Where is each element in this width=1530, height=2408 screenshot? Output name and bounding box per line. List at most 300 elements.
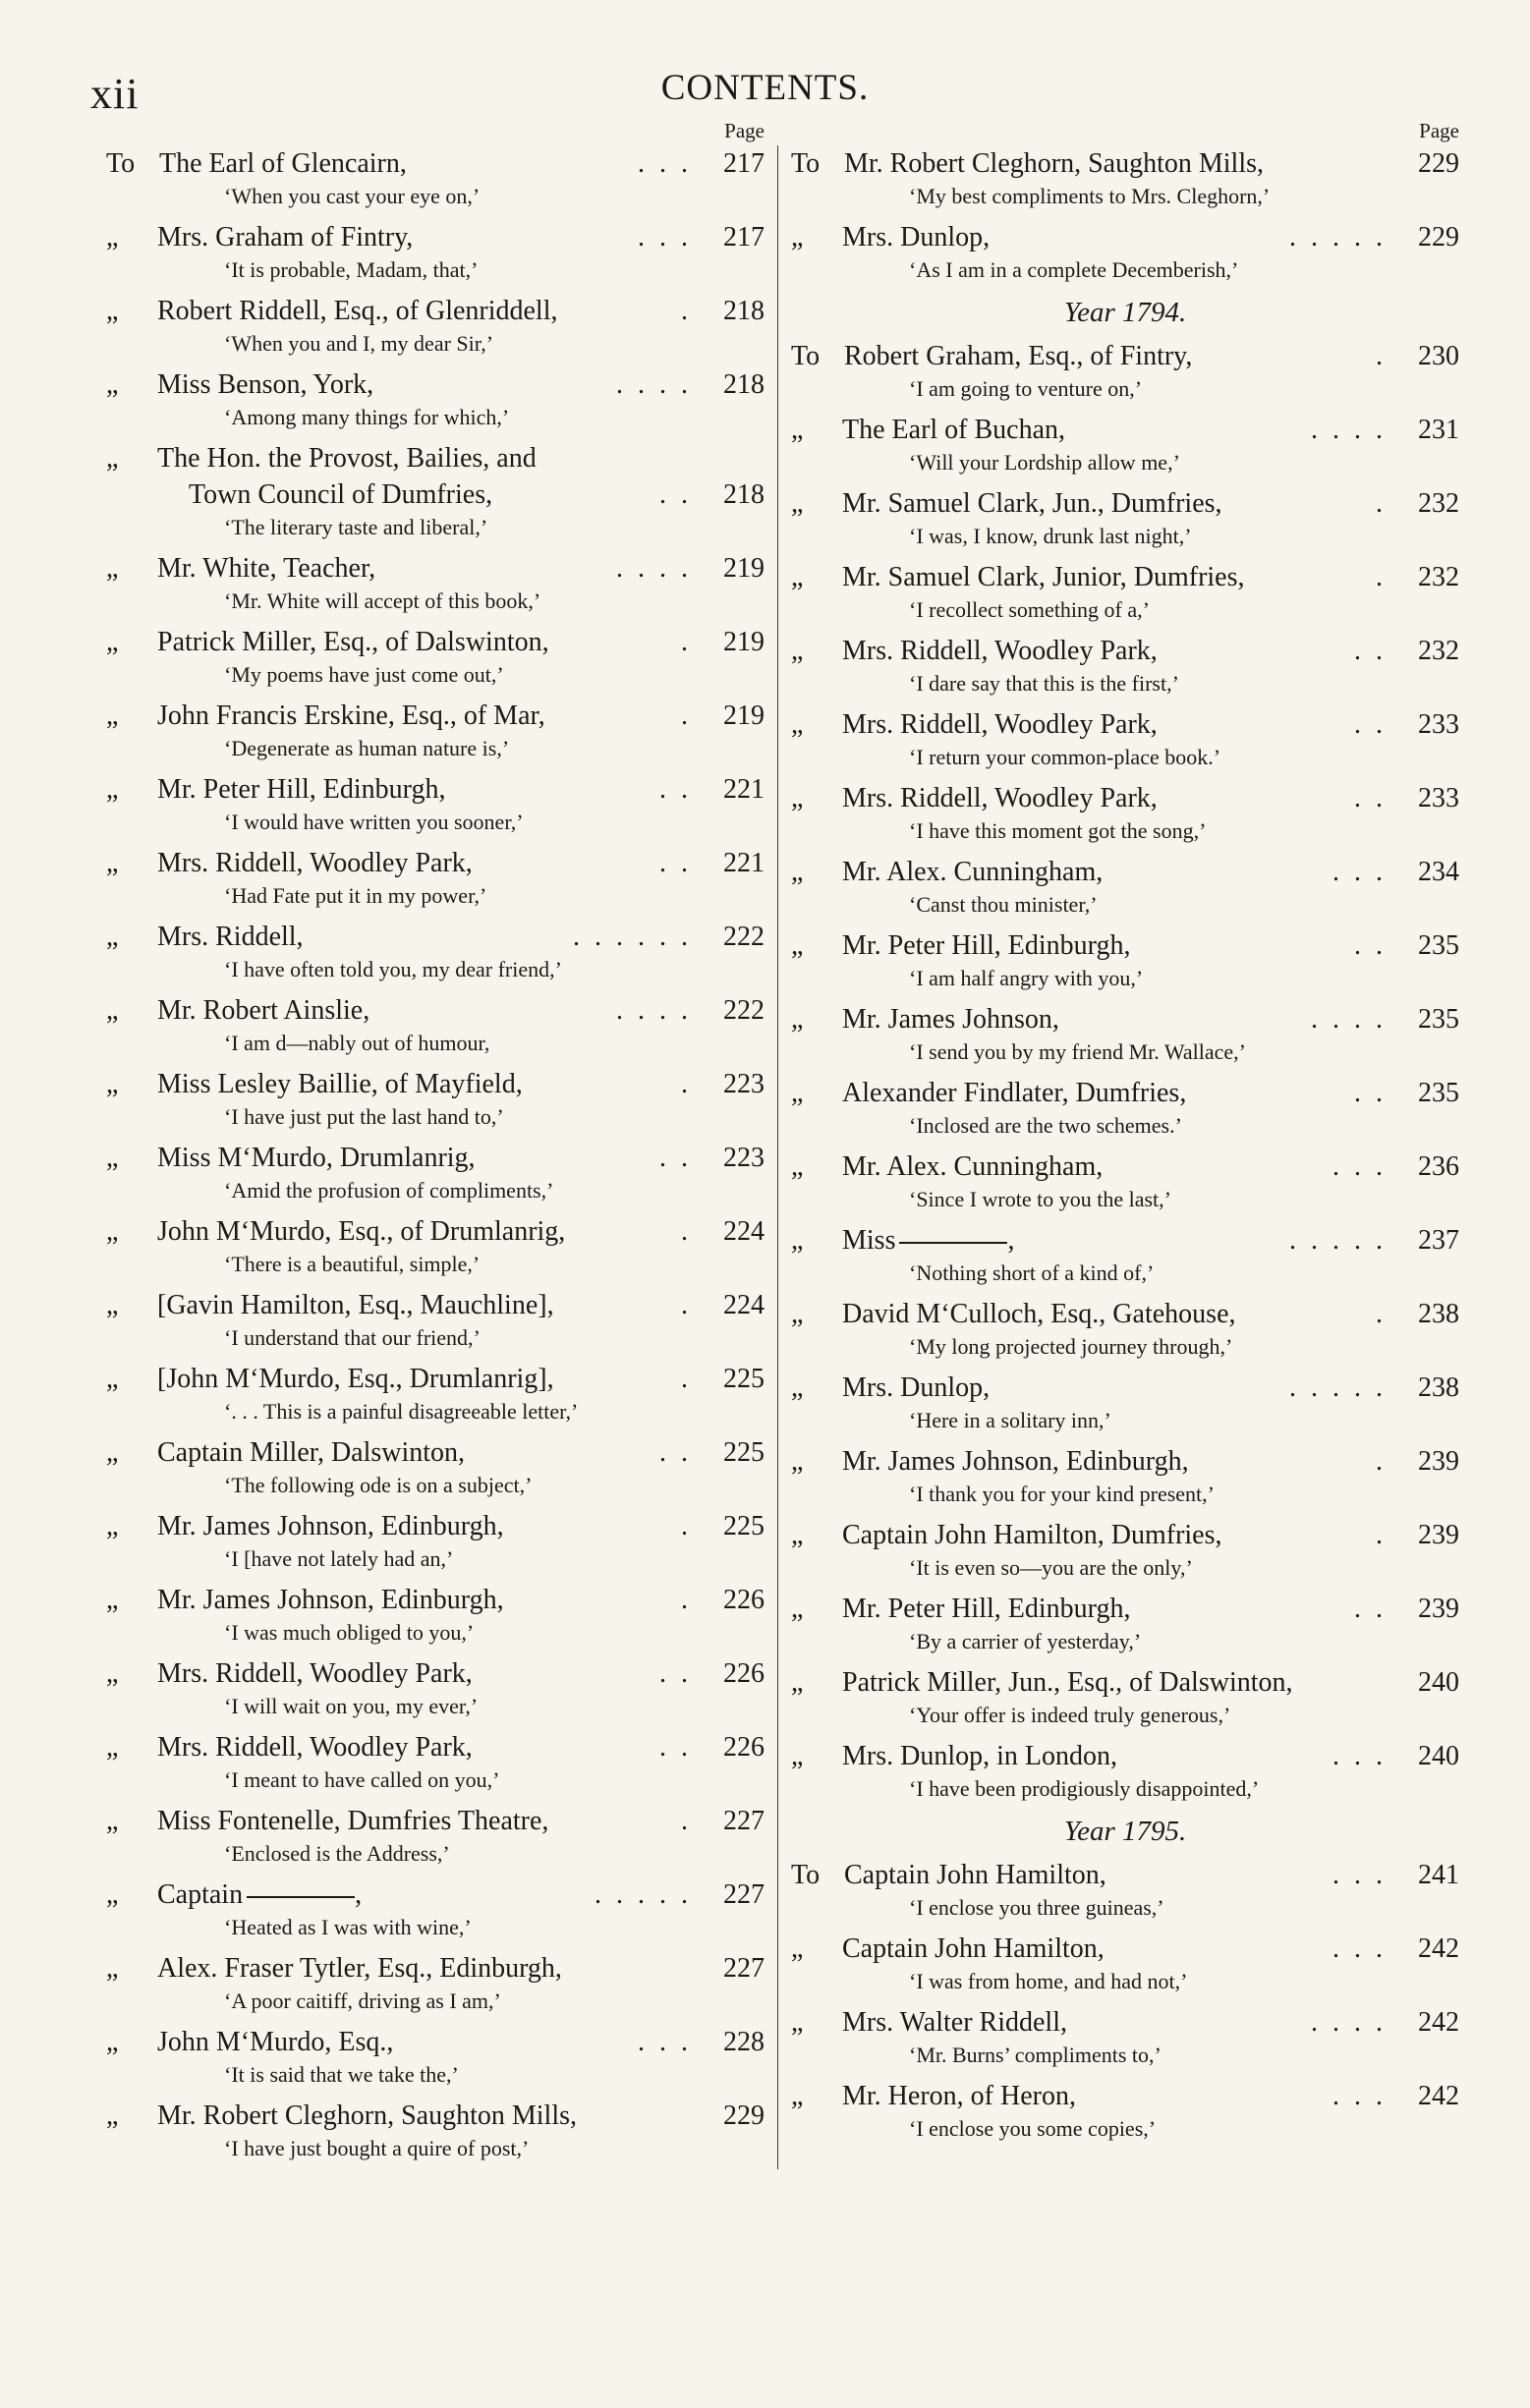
toc-entry [791,1443,1459,1507]
page-ref: 229 [1418,148,1459,179]
entry-prefix: „ [791,1446,804,1477]
addressee [157,1655,653,1692]
addressee [842,485,1370,522]
letter-incipit: ‘I meant to have called on you,’ [224,1767,500,1792]
letter-incipit: ‘There is a beautiful, simple,’ [224,1252,481,1276]
addressee [842,1443,1370,1480]
toc-entry-line [791,1738,1459,1774]
addressee [842,780,1348,816]
addressee [844,145,1392,182]
addressee-continued: Town Council of Dumfries, [189,479,493,510]
dot-leader: . . [659,479,692,510]
addressee-text: Mrs. Riddell, Woodley Park, [157,848,473,878]
entry-prefix: „ [791,857,804,887]
addressee-text: John Francis Erskine, Esq., of Mar, [157,700,545,731]
year-heading-1795: Year 1795. [1063,1816,1187,1847]
dot-leader: . . . . [616,369,692,400]
entry-prefix: „ [106,1658,119,1689]
toc-entry [106,1213,765,1277]
addressee-text: Mr. Robert Cleghorn, Saughton Mills, [157,2100,577,2131]
letter-incipit: ‘I return your common-place book.’ [909,745,1221,769]
addressee-text: Captain Miller, Dalswinton, [157,1437,466,1468]
toc-entry [106,1434,765,1498]
addressee-text: Mr. Peter Hill, Edinburgh, [842,1594,1131,1624]
page-ref: 225 [723,1511,765,1541]
column-divider [777,145,778,2169]
addressee-text: Alexander Findlater, Dumfries, [842,1078,1187,1108]
toc-entry [106,1803,765,1867]
toc-entry [791,2078,1459,2142]
addressee-text: Mr. James Johnson, Edinburgh, [157,1585,504,1615]
addressee [157,1803,675,1839]
letter-incipit: ‘I am d—nably out of humour, [224,1031,490,1055]
letter-incipit: ‘I would have written you sooner,’ [224,810,524,834]
letter-incipit: ‘When you cast your eye on,’ [224,184,481,208]
page-ref: 227 [723,1953,765,1984]
addressee-text: Miss [842,1225,896,1256]
page-ref: 239 [1418,1446,1459,1477]
toc-entry [106,1066,765,1130]
right-top-entry-list [791,145,1459,283]
addressee [842,1517,1370,1553]
entry-prefix: „ [791,1225,804,1256]
toc-entry-line [106,1655,765,1692]
letter-incipit: ‘I have just put the last hand to,’ [224,1104,504,1129]
letter-incipit: ‘Nothing short of a kind of,’ [909,1260,1155,1285]
letter-incipit: ‘I [have not lately had an,’ [224,1546,454,1571]
entry-prefix: „ [791,1004,804,1035]
addressee-text: Mr. Samuel Clark, Junior, Dumfries, [842,562,1245,592]
letter-incipit: ‘Inclosed are the two schemes.’ [909,1113,1182,1138]
addressee [842,1001,1305,1037]
toc-entry [106,771,765,835]
addressee [157,1287,675,1323]
entry-prefix: „ [106,1216,119,1247]
page-ref: 238 [1418,1299,1459,1329]
toc-entry-line [791,145,1459,182]
addressee-text: Mr. Samuel Clark, Jun., Dumfries, [842,488,1222,519]
page-ref: 217 [723,148,765,179]
left-column [106,116,765,2171]
addressee-text: Mr. Heron, of Heron, [842,2081,1076,2111]
dot-leader: . . [1354,636,1387,666]
dot-leader: . . . [1332,1933,1387,1964]
addressee [842,1931,1327,1967]
toc-entry [106,624,765,688]
toc-entry-line [106,992,765,1029]
toc-entry-line [106,1950,765,1987]
toc-entry-line [106,1361,765,1397]
dot-leader: . [681,627,692,657]
letter-incipit: ‘I enclose you three guineas,’ [909,1895,1164,1920]
page-ref: 241 [1418,1860,1459,1890]
dot-leader: . . [659,1437,692,1468]
addressee [842,559,1370,595]
toc-entry [106,845,765,909]
addressee [157,698,675,734]
entry-prefix: „ [106,1732,119,1763]
toc-entry-line [791,927,1459,964]
dot-leader: . [1376,1520,1387,1550]
entry-prefix: „ [106,1143,119,1173]
addressee-text: The Hon. the Provost, Bailies, and [157,443,537,474]
addressee [842,706,1348,743]
addressee-text: John M‘Murdo, Esq., [157,2027,394,2057]
toc-entry-line [791,633,1459,669]
addressee-text: Mrs. Riddell, Woodley Park, [157,1732,473,1763]
left-entry-list [106,145,765,2161]
addressee-text: The Earl of Buchan, [842,415,1066,445]
toc-entry-line [106,293,765,329]
toc-entry [106,440,765,540]
toc-entry-line-continued [106,476,765,513]
letter-incipit: ‘Will your Lordship allow me,’ [909,450,1180,475]
page-ref: 218 [723,296,765,326]
letter-incipit: ‘It is probable, Madam, that,’ [224,257,479,282]
toc-entry-line [106,845,765,881]
toc-entry [791,1931,1459,1994]
entry-prefix: „ [791,562,804,592]
addressee [842,1664,1392,1701]
letter-incipit: ‘I was much obliged to you,’ [224,1620,475,1645]
entry-prefix: „ [106,222,119,252]
toc-entry [791,145,1459,209]
toc-entry-line [791,1075,1459,1111]
entry-prefix: „ [106,1879,119,1910]
entry-prefix: To [106,148,136,179]
toc-entry [106,992,765,1056]
entry-prefix: „ [791,1299,804,1329]
toc-entry-line [106,1729,765,1765]
dot-leader: . [681,296,692,326]
toc-entry [106,1140,765,1204]
letter-incipit: ‘Your offer is indeed truly generous,’ [909,1703,1231,1727]
addressee-text: David M‘Culloch, Esq., Gatehouse, [842,1299,1236,1329]
toc-entry [106,698,765,761]
toc-entry [106,1287,765,1351]
addressee-text: Mr. James Johnson, Edinburgh, [157,1511,504,1541]
entry-prefix: „ [791,1520,804,1550]
dot-leader: . [681,1364,692,1394]
addressee-text: Mrs. Dunlop, in London, [842,1741,1117,1771]
page-ref: 218 [723,369,765,400]
page-ref: 239 [1418,1594,1459,1624]
page-ref: 233 [1418,709,1459,740]
toc-entry-line [106,219,765,255]
page-ref: 233 [1418,783,1459,813]
page-ref: 226 [723,1732,765,1763]
addressee-text: Captain John Hamilton, [844,1860,1106,1890]
page-ref: 226 [723,1585,765,1615]
dot-leader: . [1376,488,1387,519]
entry-prefix: „ [791,930,804,961]
name-blank-rule [899,1242,1007,1244]
page-ref: 219 [723,627,765,657]
dot-leader: . . [1354,783,1387,813]
entry-prefix: „ [106,443,119,474]
dot-leader: . . . . [616,553,692,584]
toc-entry [791,1148,1459,1212]
addressee [157,440,765,476]
addressee-text: Miss Benson, York, [157,369,374,400]
entry-prefix: „ [106,1585,119,1615]
entry-prefix: „ [791,709,804,740]
letter-incipit: ‘I have just bought a quire of post,’ [224,2136,530,2160]
toc-entry [106,366,765,430]
letter-incipit: ‘My long projected journey through,’ [909,1334,1233,1359]
toc-entry [106,145,765,209]
letter-incipit: ‘I am half angry with you,’ [909,966,1144,990]
page-ref: 224 [723,1216,765,1247]
addressee [842,854,1327,890]
entry-prefix: To [791,341,821,371]
addressee-text: Robert Graham, Esq., of Fintry, [844,341,1193,371]
entry-prefix: „ [106,1806,119,1836]
dot-leader: . . . [638,148,692,179]
toc-entry-line [106,624,765,660]
dot-leader: . [681,1290,692,1320]
page-ref: 228 [723,2027,765,2057]
letter-incipit: ‘Heated as I was with wine,’ [224,1915,472,1939]
dot-leader: . . . . [616,995,692,1026]
addressee-text: Mrs. Riddell, Woodley Park, [842,783,1158,813]
dot-leader: . . [1354,709,1387,740]
entry-prefix: „ [791,1372,804,1403]
toc-entry-line [791,1443,1459,1480]
dot-leader: . [681,1511,692,1541]
addressee-text: Captain John Hamilton, Dumfries, [842,1520,1222,1550]
addressee [842,219,1283,255]
addressee [157,1876,589,1913]
letter-incipit: ‘As I am in a complete Decemberish,’ [909,257,1239,282]
addressee-text: Mr. White, Teacher, [157,553,376,584]
letter-incipit: ‘Mr. White will accept of this book,’ [224,588,541,613]
letter-incipit: ‘Since I wrote to you the last,’ [909,1187,1171,1211]
page-ref: 240 [1418,1667,1459,1698]
dot-leader: . [681,1806,692,1836]
letter-incipit: ‘I send you by my friend Mr. Wallace,’ [909,1039,1247,1064]
page-ref: 231 [1418,415,1459,445]
entry-prefix: „ [791,1594,804,1624]
letter-incipit: ‘By a carrier of yesterday,’ [909,1629,1142,1653]
addressee [842,2004,1305,2041]
page-ref: 217 [723,222,765,252]
toc-entry-line [791,1517,1459,1553]
addressee-text: Robert Riddell, Esq., of Glenriddell, [157,296,558,326]
toc-entry-line [791,780,1459,816]
addressee [157,2024,632,2060]
page-ref: 229 [723,2100,765,2131]
addressee [842,1738,1327,1774]
letter-incipit: ‘It is said that we take the,’ [224,2062,459,2087]
letter-incipit: ‘I was from home, and had not,’ [909,1969,1188,1993]
addressee [157,1434,653,1471]
toc-entry [791,559,1459,623]
entry-prefix: „ [106,369,119,400]
toc-entry-line [791,2004,1459,2041]
page-ref: 219 [723,700,765,731]
toc-entry-line [106,1066,765,1102]
toc-entry-line [106,2024,765,2060]
page-ref: 223 [723,1069,765,1099]
page-ref: 235 [1418,1078,1459,1108]
letter-incipit: ‘I am going to venture on,’ [909,376,1143,401]
toc-entry [106,293,765,357]
addressee-comma: , [1007,1225,1015,1256]
page-ref: 226 [723,1658,765,1689]
addressee [157,1213,675,1250]
entry-prefix: „ [791,1151,804,1182]
dot-leader: . [1376,562,1387,592]
letter-incipit: ‘The literary taste and liberal,’ [224,515,488,539]
toc-entry-line [106,1803,765,1839]
letter-incipit: ‘I dare say that this is the first,’ [909,671,1179,696]
dot-leader: . . . . . [1289,1372,1387,1403]
dot-leader: . . . . . [1289,222,1387,252]
addressee-text: Mrs. Dunlop, [842,1372,991,1403]
entry-prefix: „ [791,222,804,252]
letter-incipit: ‘My poems have just come out,’ [224,662,504,687]
letter-incipit: ‘My best compliments to Mrs. Cleghorn,’ [909,184,1271,208]
dot-leader: . . . [1332,1860,1387,1890]
toc-entry-line [791,1857,1459,1893]
toc-entry [791,1738,1459,1802]
dot-leader: . . . [1332,1741,1387,1771]
addressee [157,1729,653,1765]
dot-leader: . . . . . . [573,922,692,952]
page-ref: 235 [1418,930,1459,961]
addressee-text: Mrs. Riddell, Woodley Park, [842,709,1158,740]
entry-prefix: „ [106,296,119,326]
entry-prefix: „ [791,2081,804,2111]
addressee-text: [John M‘Murdo, Esq., Drumlanrig], [157,1364,554,1394]
page-ref: 238 [1418,1372,1459,1403]
addressee [157,1361,675,1397]
dot-leader: . . . . [1311,415,1387,445]
addressee [157,1066,675,1102]
addressee [842,2078,1327,2114]
toc-entry-line [106,1508,765,1544]
page-ref: 225 [723,1437,765,1468]
entry-prefix: „ [106,995,119,1026]
letter-incipit: ‘Amid the profusion of compliments,’ [224,1178,554,1203]
addressee [157,550,610,587]
entry-prefix: „ [106,1069,119,1099]
toc-entry [791,2004,1459,2068]
dot-leader: . . . [1332,2081,1387,2111]
page-number: xii [90,70,140,118]
toc-entry-line [106,698,765,734]
dot-leader: . [681,1585,692,1615]
addressee-text: Alex. Fraser Tytler, Esq., Edinburgh, [157,1953,562,1984]
addressee-text: Mrs. Riddell, Woodley Park, [157,1658,473,1689]
addressee [844,1857,1327,1893]
letter-incipit: ‘I recollect something of a,’ [909,597,1150,622]
addressee-text: Mr. Alex. Cunningham, [842,1151,1104,1182]
page-ref: 239 [1418,1520,1459,1550]
entry-prefix: „ [106,774,119,805]
dot-leader: . . [659,1732,692,1763]
letter-incipit: ‘I thank you for your kind present,’ [909,1482,1215,1506]
addressee [842,412,1305,448]
dot-leader: . [681,700,692,731]
dot-leader: . [1376,1299,1387,1329]
dot-leader: . . [659,1143,692,1173]
letter-incipit: ‘The following ode is on a subject,’ [224,1473,533,1497]
addressee-text: Miss Lesley Baillie, of Mayfield, [157,1069,523,1099]
entry-prefix: To [791,148,821,179]
toc-entry [106,219,765,283]
entry-prefix: „ [791,1667,804,1698]
year-heading-1794: Year 1794. [1063,297,1187,328]
letter-incipit: ‘Enclosed is the Address,’ [224,1841,450,1866]
toc-entry-line [106,145,765,182]
addressee [159,145,632,182]
addressee [157,624,675,660]
toc-entry [791,1001,1459,1065]
toc-entry-line [106,919,765,955]
toc-entry-line [791,706,1459,743]
dot-leader: . [1376,341,1387,371]
addressee [157,992,610,1029]
letter-incipit: ‘I have this moment got the song,’ [909,818,1207,843]
page-ref: 225 [723,1364,765,1394]
addressee-text: Mrs. Graham of Fintry, [157,222,414,252]
entry-prefix: To [791,1860,821,1890]
toc-entry-line [106,440,765,476]
entry-prefix: „ [791,636,804,666]
toc-entry-line [106,1876,765,1913]
addressee [157,219,632,255]
dot-leader: . . . . . [595,1879,692,1910]
toc-entry [106,2024,765,2088]
toc-entry-line [791,1001,1459,1037]
addressee-text: Mrs. Dunlop, [842,222,991,252]
addressee-text: Captain [157,1879,244,1910]
toc-entry-line [791,559,1459,595]
letter-incipit: ‘. . . This is a painful disagreeable letter,’ [224,1399,579,1424]
page-ref: 222 [723,922,765,952]
toc-entry-line [791,412,1459,448]
addressee-text: Mrs. Riddell, [157,922,304,952]
entry-prefix: „ [106,2100,119,2131]
page-ref: 242 [1418,2007,1459,2038]
page-ref: 232 [1418,488,1459,519]
addressee-text: Mr. Robert Ainslie, [157,995,370,1026]
name-blank-rule [247,1896,355,1898]
dot-leader: . . . . [1311,1004,1387,1035]
entries-1794-list [791,338,1459,1802]
toc-entry [106,1655,765,1719]
letter-incipit: ‘I will wait on you, my ever,’ [224,1694,479,1718]
toc-entry-line [791,1591,1459,1627]
entry-prefix: „ [791,1078,804,1108]
dot-leader: . . [1354,1078,1387,1108]
toc-entry [791,1296,1459,1360]
entry-prefix: „ [106,922,119,952]
entry-prefix: „ [791,1741,804,1771]
addressee-text: The Earl of Glencairn, [159,148,407,179]
toc-entry [791,1370,1459,1433]
right-column [791,116,1459,2152]
entry-prefix: „ [106,848,119,878]
page-ref: 232 [1418,562,1459,592]
letter-incipit: ‘When you and I, my dear Sir,’ [224,331,494,356]
letter-incipit: ‘A poor caitiff, driving as I am,’ [224,1988,501,2013]
addressee [842,1222,1283,1259]
letter-incipit: ‘It is even so—you are the only,’ [909,1555,1193,1580]
addressee [842,633,1348,669]
